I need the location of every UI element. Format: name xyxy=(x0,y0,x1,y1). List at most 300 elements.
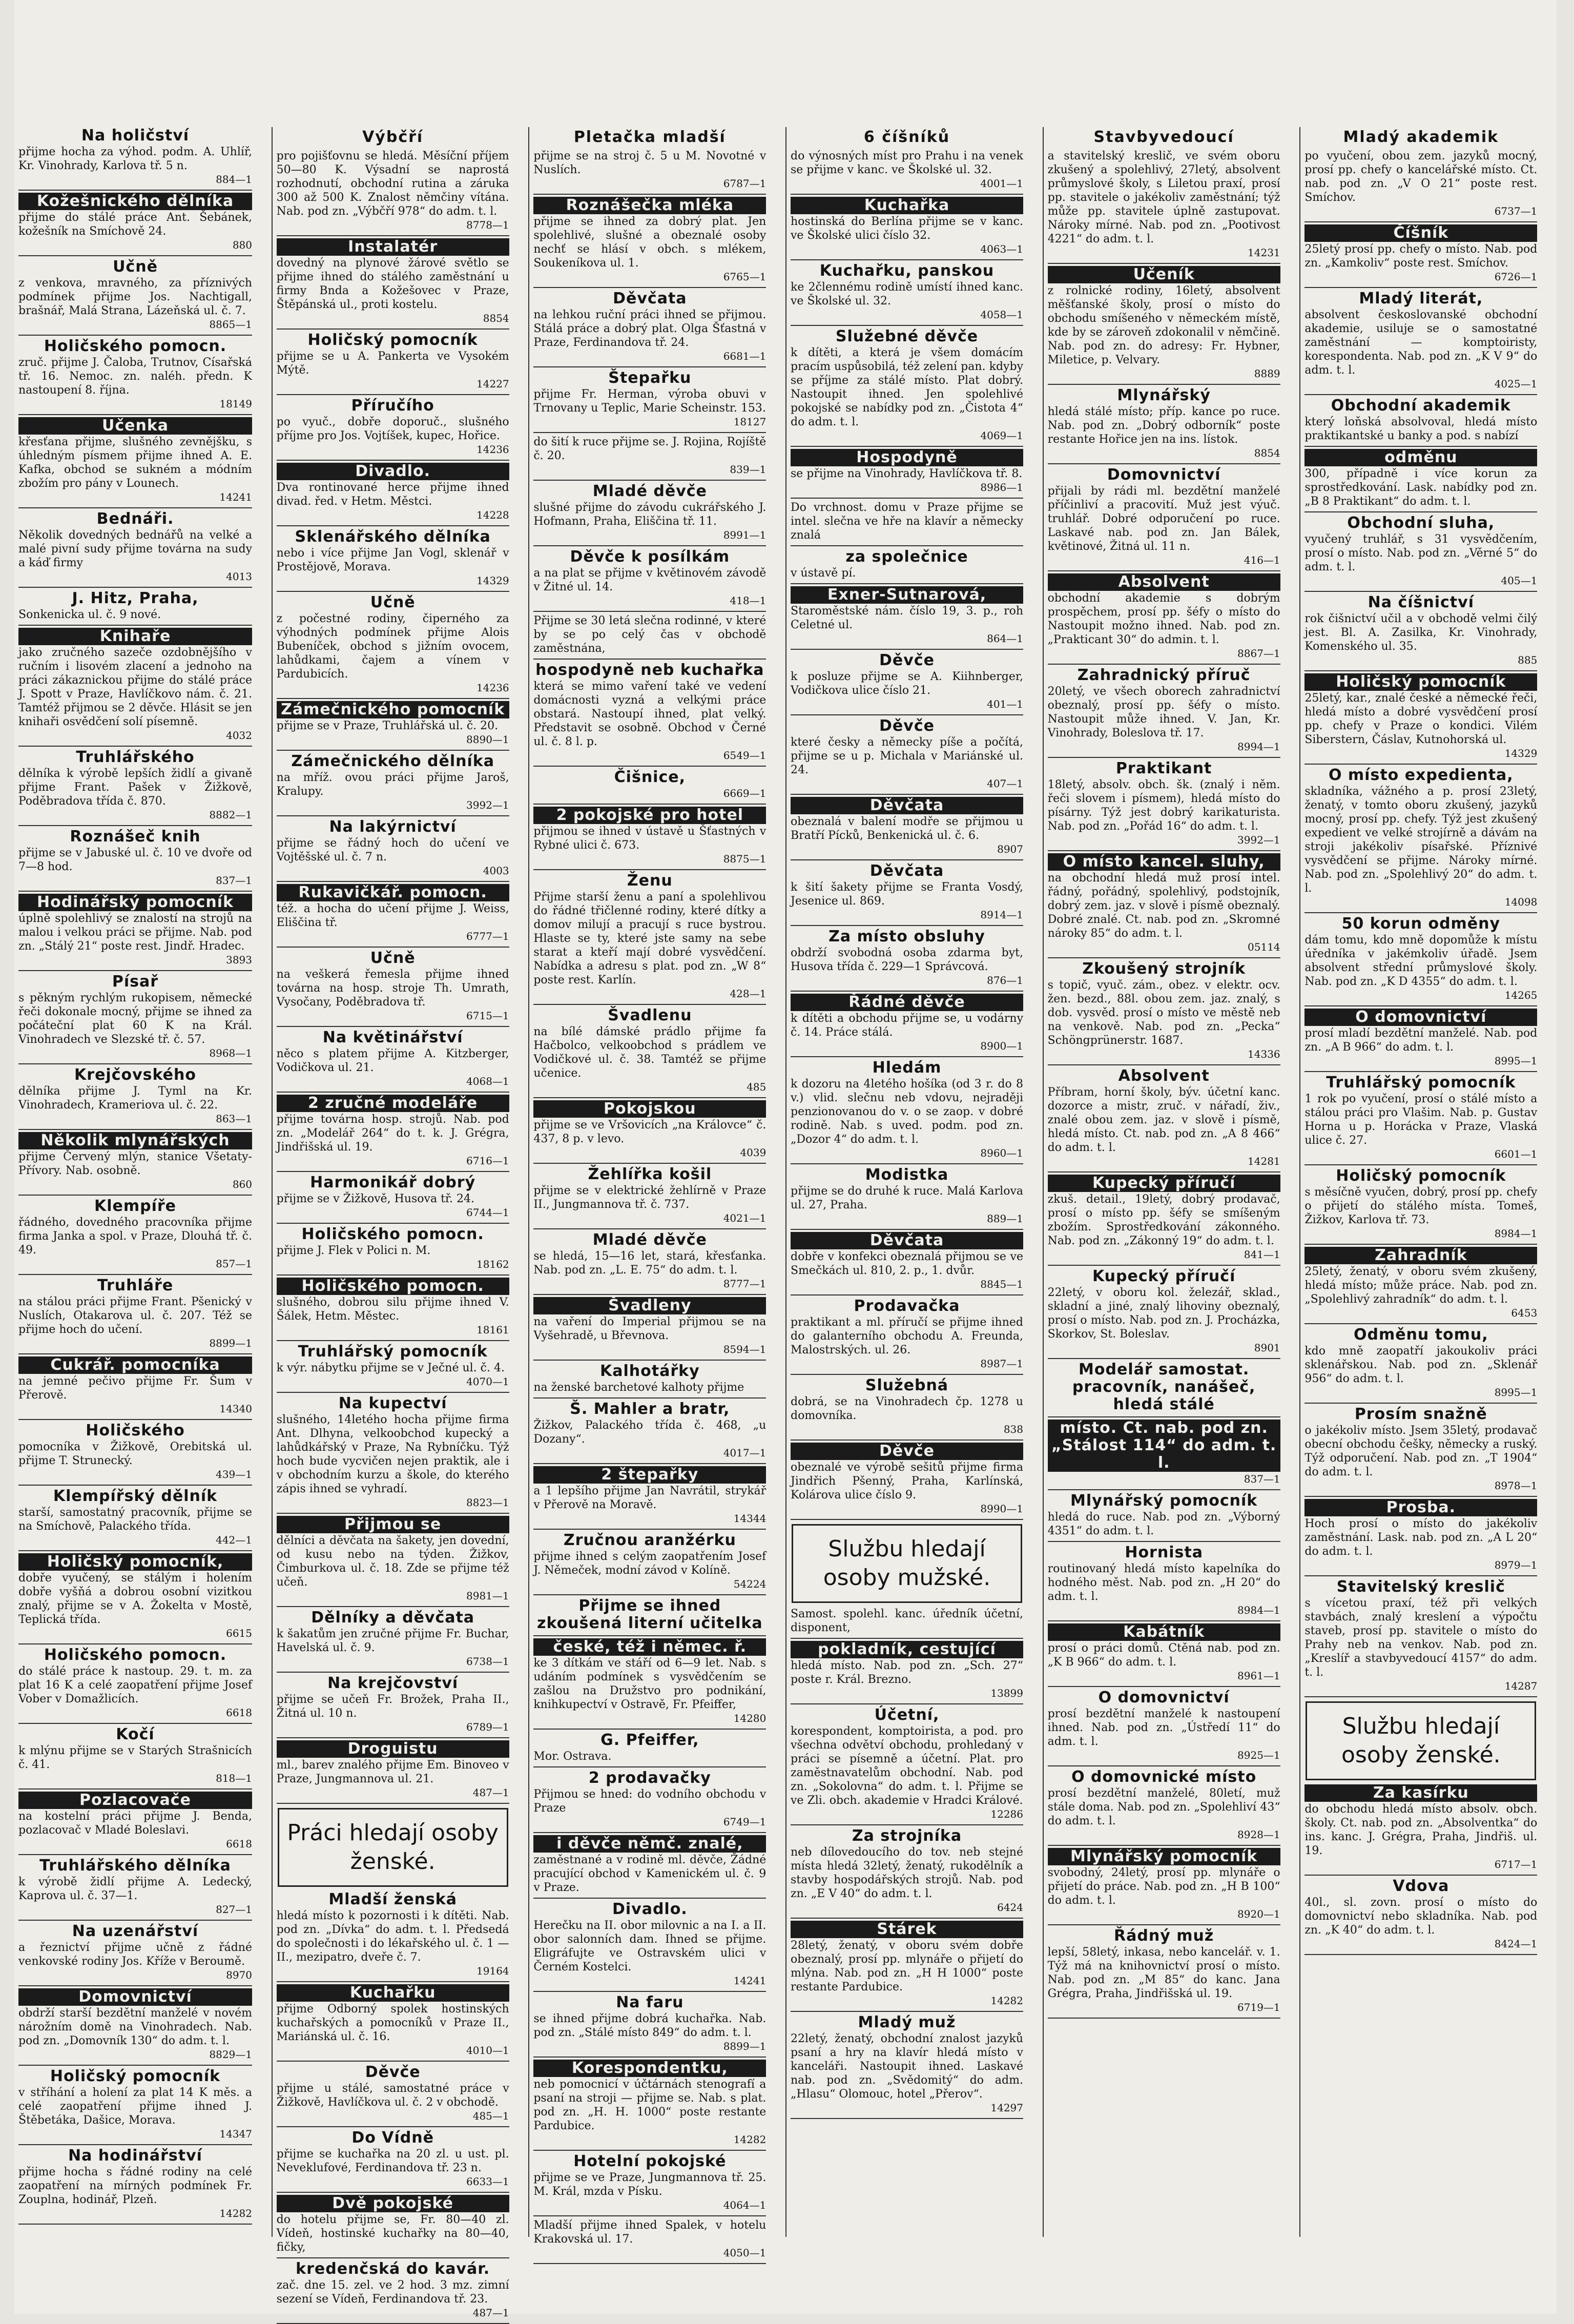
classified-ad xyxy=(1048,1544,1280,1617)
classified-ad xyxy=(1048,667,1280,754)
ad-body: prosí mladí bezdětní manželé. Nab. pod zn. „A B 966“ do adm. t. l. xyxy=(1304,1027,1538,1054)
ad-number: 8970 xyxy=(226,1969,252,1981)
ad-number: 8990—1 xyxy=(980,1503,1023,1515)
ad-body: k dítěti a obchodu přijme se, u vodárny č. 14. Práce stálá. xyxy=(791,1012,1023,1039)
ad-divider xyxy=(1304,446,1537,447)
ad-number: 8994—1 xyxy=(1237,741,1280,753)
ad-title: Mladé děvče xyxy=(592,482,707,500)
ad-divider xyxy=(1048,664,1280,665)
ad-divider xyxy=(533,366,766,367)
ad-body: zruč. přijme J. Čaloba, Trutnov, Císařská tř. 16. Nemoc. zn. naléh. předn. K nastoupení 8. října. xyxy=(18,356,252,397)
ad-title: 50 korun odměny xyxy=(1341,915,1501,933)
column-heading: Mladý akademik xyxy=(1343,128,1499,146)
classified-ad xyxy=(277,1278,509,1337)
ad-title: Praktikant xyxy=(1115,759,1212,777)
ad-number: 14265 xyxy=(1504,989,1538,1001)
ad-number: 8889 xyxy=(1254,367,1280,380)
column-heading: Pletačka mladší xyxy=(573,128,726,146)
ad-title: Instalatér xyxy=(277,238,509,256)
ad-title: Truhlářského xyxy=(76,748,195,766)
ad-title: Žehlířka košil xyxy=(588,1165,712,1183)
ad-body: se přijme na Vinohrady, Havlíčkova tř. 8. xyxy=(791,467,1023,480)
ad-body: zaměstnané a v rodině ml. děvče, Žádné pracující obchod v Kamenickém ul. č. 9 v Praze. xyxy=(533,1854,767,1894)
ad-body: obeznalá v balení modře se přijmou u Bratří Pícků, Benkenická ul. č. 6. xyxy=(791,815,1023,842)
ad-body: hledá místo. Nab. pod zn. „Sch. 27“ poste r. Král. Brezno. xyxy=(791,1659,1023,1686)
ad-divider xyxy=(277,1171,509,1172)
classified-ad xyxy=(18,1647,252,1720)
ad-number: 6726—1 xyxy=(1494,271,1538,283)
classified-ad xyxy=(791,197,1023,256)
ad-number: 14231 xyxy=(1248,246,1280,259)
ad-number: 14329 xyxy=(477,574,509,587)
ad-title: Modistka xyxy=(865,1166,949,1184)
classified-ad xyxy=(1304,915,1537,1002)
ad-title: Kočí xyxy=(116,1725,155,1743)
ad-divider xyxy=(1304,287,1537,288)
ad-number: 876—1 xyxy=(987,974,1023,986)
ad-number: 860 xyxy=(232,1178,252,1190)
ad-title: O domovnické místo xyxy=(1071,1768,1257,1786)
ad-body: 40l., sl. zovn. prosí o místo do domovnictví nebo skladníka. Nab. pod zn. „K 40“ do adm. t. l. xyxy=(1304,1896,1538,1937)
classified-ad xyxy=(1048,387,1280,460)
ad-title: Děvčata xyxy=(613,290,687,307)
ad-number: 4025—1 xyxy=(1494,378,1538,390)
ad-divider xyxy=(1304,1005,1537,1006)
ad-title: Děvče k posílkám xyxy=(570,548,730,566)
ad-body: 25letý prosí pp. chefy o místo. Nab. pod zn. „Kamkoliv“ poste rest. Smíchov. xyxy=(1304,243,1538,270)
ad-number: 485 xyxy=(747,1081,767,1093)
ad-divider xyxy=(1048,1765,1280,1766)
classified-ad xyxy=(791,928,1023,988)
classified-ad xyxy=(791,1921,1023,2008)
ad-title: Kuchařka xyxy=(791,197,1023,214)
ad-divider xyxy=(277,1026,509,1027)
ad-number: 6453 xyxy=(1511,1307,1538,1319)
ad-title: Za strojníka xyxy=(852,1827,962,1845)
ad-title: O místo kancel. sluhy, xyxy=(1048,853,1280,871)
ad-divider xyxy=(1048,570,1280,571)
classified-ad xyxy=(533,872,766,1001)
ad-body: k dozoru na 4letého hošíka (od 3 r. do 8 v.) vlid. slečnu neb vdovu, nejraději penzionovanou do v. o se zaop. v dobré rodině. Nab. s uved. podm. pod zn. „Dozor 4“ do adm. t. l. xyxy=(791,1078,1023,1146)
classified-ad xyxy=(18,127,252,187)
ad-body: dám tomu, kdo mně dopomůže k místu úředníka v jakémkoliv úřadě. Jsem absolvent střední průmyslové školy. Nab. pod zn. „K D 4355“ do adm. t. l. xyxy=(1304,934,1538,988)
ad-number: 14281 xyxy=(1248,1155,1280,1167)
classified-ad xyxy=(277,1740,509,1800)
ad-number: 4050—1 xyxy=(723,2247,767,2259)
ad-number: 8968—1 xyxy=(209,1047,252,1059)
ad-divider xyxy=(533,287,766,288)
ad-divider xyxy=(533,1898,766,1899)
ad-divider xyxy=(277,394,509,395)
column-5 xyxy=(1043,127,1285,2237)
ad-body: k šití šakety přijme se Franta Vosdý, Jesenice ul. 869. xyxy=(791,881,1023,908)
ad-number: 8995—1 xyxy=(1494,1386,1538,1398)
ad-body: se ihned přijme dobrá kuchařka. Nab. pod zn. „Stálé místo 849“ do adm. t. l. xyxy=(533,2012,767,2039)
ad-title: Na lakýrnictví xyxy=(329,818,457,836)
ad-divider xyxy=(533,2263,766,2264)
ad-title: Cukrář. pomocníka xyxy=(18,1356,252,1374)
ad-divider xyxy=(791,325,1023,326)
ad-divider xyxy=(533,2056,766,2058)
ad-body: do stálé práce k nastoup. 29. t. m. za plat 16 K a celé zaopatření přijme Josef Vober v Domažlicích. xyxy=(18,1665,252,1705)
ad-body: přijme se v elektrické žehlírně v Praze II., Jungmannova tř. č. 737. xyxy=(533,1184,767,1211)
ad-number: 6681—1 xyxy=(723,350,767,362)
ad-body: nebo i více přijme Jan Vogl, sklenář v Prostějově, Morava. xyxy=(276,547,509,573)
ad-title: Kalhotářky xyxy=(600,1362,700,1380)
ad-divider xyxy=(1048,757,1280,758)
ad-body: 25letý, kar., znalé české a německé řeči, hledá místo a dobré vysvědčení prosí pp. chefy v Praze o kondici. Vilém Siberstern, Čáslav, Kutnohorská ul. xyxy=(1304,692,1538,746)
ad-divider xyxy=(533,432,766,433)
ad-number: 8907 xyxy=(997,843,1023,855)
ad-divider xyxy=(533,766,766,767)
ad-divider xyxy=(1304,221,1537,222)
ad-divider xyxy=(533,1228,766,1229)
ad-number: 838 xyxy=(1003,1423,1023,1435)
ad-body: přijme se řádný hoch do učení ve Vojtěšské ul. č. 7 n. xyxy=(276,837,509,863)
classified-ad xyxy=(1304,1878,1537,1951)
classified-ad xyxy=(18,417,252,504)
ad-body: něco s platem přijme A. Kitzberger, Vodičkova ul. 21. xyxy=(276,1047,509,1074)
ad-body: přijme do stálé práce Ant. Šebánek, kožešník na Smíchově 24. xyxy=(18,211,252,238)
ad-divider xyxy=(18,1063,252,1064)
ad-title: Knihaře xyxy=(18,628,252,645)
ad-title: Prosím snažně xyxy=(1354,1405,1487,1423)
classified-ad xyxy=(533,662,766,763)
ad-number: 6716—1 xyxy=(466,1155,509,1167)
ad-divider xyxy=(1304,1323,1537,1324)
ad-divider xyxy=(791,446,1023,447)
ad-divider xyxy=(18,1195,252,1196)
ad-title: Děvče xyxy=(879,717,935,735)
ad-divider xyxy=(791,1824,1023,1825)
ad-number: 439—1 xyxy=(216,1468,252,1480)
ad-title: Mlynářský pomocník xyxy=(1048,1848,1280,1865)
ad-title: Roznášeč knih xyxy=(70,828,201,846)
classified-ad xyxy=(18,1923,252,1982)
ad-divider xyxy=(277,2192,509,2193)
ad-title: Za kasírku xyxy=(1304,1784,1537,1802)
ad-divider xyxy=(277,328,509,330)
ad-body: absolvent českoslovanské obchodní akademie, usiluje se o samostatné zaměstnání — komptoiristy, korespondenta. Nab. pod zn. „K V 9“ do adm. t. l. xyxy=(1304,309,1538,377)
classified-ad xyxy=(791,717,1023,791)
classified-ad xyxy=(533,1363,766,1394)
classified-ad xyxy=(1048,1361,1280,1413)
ad-number: 8424—1 xyxy=(1494,1938,1538,1950)
ad-body: dobře v konfekci obeznalá přijmou se ve Smečkách ul. 810, 2. p., 1. dvůr. xyxy=(791,1250,1023,1277)
ad-divider xyxy=(791,1918,1023,1919)
ad-divider xyxy=(791,714,1023,715)
ad-divider xyxy=(18,190,252,191)
ad-number: 8925—1 xyxy=(1237,1749,1280,1761)
classified-ad xyxy=(18,749,252,822)
ad-divider xyxy=(533,545,766,546)
column-heading: Výbčří xyxy=(362,128,424,146)
ad-title: Švadlenu xyxy=(608,1006,692,1024)
ad-title: Hospodyně xyxy=(791,449,1023,466)
ad-divider xyxy=(1304,670,1537,671)
ad-body: 22letý, ženatý, obchodní znalost jazyků psaní a hry na klavír hledá místo v kanceláři. Nastoupit ihned. Laskavé nab. pod zn. „Svědomitý“ do adm. „Hlasu“ Olomouc, hotel „Přerov“. xyxy=(791,2032,1023,2101)
ad-title: Mlynářský xyxy=(1117,386,1211,404)
ad-number: 405—1 xyxy=(1501,574,1538,587)
ad-body: přijme se v Jabuské ul. č. 10 ve dvoře od 7—8 hod. xyxy=(18,847,252,873)
ad-number: 14280 xyxy=(733,1712,767,1724)
ad-body: po vyučení, obou zem. jazyků mocný, prosí pp. chefy o kancelářské místo. Ct. nab. pod zn. „V O 21“ poste rest. Smíchov. xyxy=(1304,150,1538,204)
ad-divider xyxy=(791,991,1023,992)
ad-body: dělníka k výrobě lepších židlí a givaně přijme Frant. Pašek v Žižkově, Poděbradova třída č. 870. xyxy=(18,767,252,808)
classified-ad xyxy=(1048,573,1280,661)
ad-divider xyxy=(1304,1575,1537,1576)
ad-divider xyxy=(277,1340,509,1341)
ad-title: Holičský pomocník xyxy=(1304,673,1537,691)
ad-divider xyxy=(791,498,1023,499)
ad-body: lepší, 58letý, inkasa, nebo kancelář. v. 1. Týž má na knihovnictví prosí o místo. Nab. pod zn. „M 85“ do kanc. Jana Grégra, Praha, Jindřišská ul. 19. xyxy=(1047,1946,1280,2000)
ad-title: Švadleny xyxy=(533,1297,766,1314)
classified-ad xyxy=(791,262,1023,322)
ad-title: Zahradník xyxy=(1304,1247,1537,1264)
ad-divider xyxy=(1048,1686,1280,1687)
ad-number: 8901 xyxy=(1254,1342,1280,1354)
classified-ad xyxy=(533,1401,766,1460)
ad-body: prosí o práci domů. Ctěná nab. pod zn. „K B 966“ do adm. t. l. xyxy=(1047,1642,1280,1669)
ad-divider xyxy=(277,235,509,236)
ad-body: vyučený truhlář, s 31 vysvědčením, prosí o místo. Nab. pod zn. „Věrné 5“ do adm. t. l. xyxy=(1304,533,1538,573)
ad-number: 4013 xyxy=(226,570,252,583)
ad-number: 4003 xyxy=(483,865,509,877)
ad-body: přijme továrna hosp. strojů. Nab. pod zn. „Modelář 264“ do t. k. J. Grégra, Jindřišská ul. 19. xyxy=(276,1113,509,1154)
ad-divider xyxy=(1304,1496,1537,1497)
ad-number: 8986—1 xyxy=(980,481,1023,493)
ad-divider xyxy=(533,1729,766,1730)
ad-title: Účetní, xyxy=(874,1706,940,1724)
column-heading: Stavbyvedoucí xyxy=(1093,128,1234,146)
ad-divider xyxy=(18,1419,252,1420)
ad-body: s měsíčně vyučen, dobrý, prosí pp. chefy o přijetí do stálého místa. Tomeš, Žižkov, Karlova tř. 73. xyxy=(1304,1186,1538,1226)
ad-divider xyxy=(1048,1489,1280,1490)
classified-ad xyxy=(533,290,766,363)
ad-number: 4021—1 xyxy=(723,1212,767,1224)
ad-body: se hledá, 15—16 let, stará, křesťanka. Nab. pod zn. „L. E. 75“ do adm. t. l. xyxy=(533,1250,767,1277)
ad-body: k šakatům jen zručné přijme Fr. Buchar, Havelská ul. č. 9. xyxy=(276,1628,509,1654)
ad-divider xyxy=(277,1606,509,1607)
ad-body: Žižkov, Palackého třída č. 468, „u Dozany“. xyxy=(533,1419,767,1446)
ad-divider xyxy=(277,1981,509,1982)
ad-number: 4010—1 xyxy=(466,2044,509,2056)
classified-ad xyxy=(277,1029,509,1088)
ad-number: 8875—1 xyxy=(723,853,767,865)
ad-title: Učeník xyxy=(1048,266,1280,283)
classified-ad xyxy=(277,463,509,522)
ad-title: Stavitelský kreslič xyxy=(1336,1578,1505,1596)
ad-number: 485—1 xyxy=(472,2110,509,2122)
ad-title: Přijme se ihned zkoušená literní učitelka xyxy=(537,1597,763,1632)
ad-number: 13899 xyxy=(990,1687,1023,1699)
ad-number: 6737—1 xyxy=(1494,205,1538,217)
ad-title: Písař xyxy=(112,973,159,991)
classified-ad xyxy=(277,1891,509,1978)
ad-divider xyxy=(533,659,766,660)
ad-body: do výnosných míst pro Prahu i na venek se přijme v kanc. ve Školské ul. 32. xyxy=(791,150,1023,176)
classified-ad xyxy=(18,1726,252,1785)
classified-ad xyxy=(533,1770,766,1829)
ad-body: z venkova, mravného, za příznivých podmínek přijme Jos. Nachtigall, brašnář, Malá Strana, Lázeňská ul. č. 7. xyxy=(18,277,252,317)
ad-number: 6719—1 xyxy=(1237,2001,1280,2013)
ad-body: úplně spolehlivý se znalostí na strojů na malou i velkou práci se přijme. Nab. pod zn. „Stálý 21“ poste rest. Jindř. Hradec. xyxy=(18,912,252,953)
classified-ad xyxy=(1304,1247,1537,1320)
ad-title: J. Hitz, Praha, xyxy=(72,589,199,607)
ad-title: Několik mlynářských xyxy=(18,1132,252,1149)
ad-body: na ženské barchetové kalhoty přijme xyxy=(533,1381,744,1394)
ad-body: a 1 lepšího přijme Jan Navrátil, strykář v Přerově na Moravě. xyxy=(533,1485,767,1511)
ad-title: Krejčovského xyxy=(74,1066,196,1084)
ad-number: 8854 xyxy=(483,312,509,324)
classified-ad xyxy=(1048,149,1280,260)
ad-body: pomocníka v Žižkově, Orebitská ul. přijme T. Strunecký. xyxy=(18,1441,252,1467)
ad-divider xyxy=(277,1392,509,1393)
ad-number: 6789—1 xyxy=(466,1721,509,1733)
ad-title: Učenka xyxy=(18,417,252,435)
ad-number: 3893 xyxy=(226,954,252,966)
ad-title: Na hodinářství xyxy=(68,2147,202,2165)
classified-ad xyxy=(277,238,509,325)
ad-title: Holičského pomocn. xyxy=(301,1225,484,1243)
ad-divider xyxy=(533,1294,766,1295)
ad-divider xyxy=(277,460,509,461)
classified-ad xyxy=(533,483,766,542)
classified-ad xyxy=(277,753,509,812)
ad-divider xyxy=(18,1485,252,1486)
classified-ad xyxy=(533,614,766,655)
ad-body: hledá místo k pozornosti i k dítěti. Nab. pod zn. „Dívka“ do adm. t. l. Předsedá do společnosti i do lékařského ul. č. 1 — II., mezipatro, dveře č. 7. xyxy=(276,1909,509,1964)
classified-ad xyxy=(18,1857,252,1917)
ad-title: Mladý literát, xyxy=(1359,290,1483,307)
classified-ad xyxy=(277,1984,509,2058)
ad-body: Přijme se 30 letá slečna rodinné, v které by se po celý čas v obchodě zaměstnána, xyxy=(533,614,767,655)
classified-ad xyxy=(791,149,1023,191)
ad-number: 14228 xyxy=(477,509,509,521)
classified-ad xyxy=(277,950,509,1023)
ad-body: přijme Fr. Herman, výroba obuvi v Trnovany u Teplic, Marie Scheinstr. 153. xyxy=(533,388,767,415)
ad-divider xyxy=(1048,1064,1280,1065)
ad-number: 863—1 xyxy=(216,1113,252,1125)
ad-number: 837—1 xyxy=(1244,1473,1280,1485)
classified-ad xyxy=(1304,1499,1537,1572)
ad-divider xyxy=(533,1529,766,1530)
ad-body: Přijmou se hned: do vodního obchodu v Praze xyxy=(533,1788,767,1815)
ad-divider xyxy=(1304,912,1537,913)
classified-ad xyxy=(277,1095,509,1168)
ad-divider xyxy=(533,611,766,612)
ad-number: 6669—1 xyxy=(723,787,767,799)
ad-title: Učně xyxy=(113,258,158,276)
ad-body: o jakékoliv místo. Jsem 35letý, prodavač obecní obchodu češky, německy a ruský. Týž odporučení. Nab. pod zn. „T 1904“ do adm. t. l. xyxy=(1304,1424,1538,1478)
classified-ad xyxy=(1304,1784,1537,1871)
ad-body: obeznalé ve výrobě sešitů přijme firma Jindřich Pšenný, Praha, Karlínská, Kolárova ulice číslo 9. xyxy=(791,1461,1023,1502)
ad-title: kredenčská do kavár. xyxy=(296,2260,490,2278)
ad-divider xyxy=(18,1723,252,1724)
ad-divider xyxy=(1048,850,1280,851)
ad-number: 6633—1 xyxy=(466,2175,509,2188)
ad-divider xyxy=(277,1672,509,1673)
ad-title: Učně xyxy=(370,593,416,611)
ad-number: 8984—1 xyxy=(1494,1227,1538,1240)
ad-body: též. a hocha do učení přijme J. Weiss, Eliščina tř. xyxy=(276,902,509,929)
ad-title: Absolvent xyxy=(1118,1067,1210,1085)
ad-body: ke 2člennému rodině umístí ihned kanc. ve Školské ul. 32. xyxy=(791,281,1023,307)
ad-body: 1 rok po vyučení, prosí o stálé místo a stálou práci pro Vlašim. Nab. p. Gustav Horna u p. Horácka v Praze, Vlaská ulice č. 27. xyxy=(1304,1093,1538,1147)
newspaper-page xyxy=(14,0,1557,2319)
ad-number: 4017—1 xyxy=(723,1447,767,1459)
ad-body: kdo mně zaopatří jakoukoliv práci sklenářskou. Nab. pod zn. „Sklenář 956“ do adm. t. l. xyxy=(1304,1345,1538,1385)
ad-title: Sklenářského dělníka xyxy=(295,528,491,546)
ad-title: Děvče xyxy=(879,651,935,669)
ad-number: 6424 xyxy=(997,1901,1023,1914)
classified-ad xyxy=(277,2195,509,2254)
ad-number: 3992—1 xyxy=(1237,834,1280,846)
ad-title: Děvče xyxy=(365,2063,421,2081)
ad-body: přijali by rádi ml. bezdětní manželé příčinliví a pracovití. Muž jest výuč. truhlář. Dobré odporučení po ruce. Laskavé nab. pod zn. Jan Bálek, květinové, Žitná ul. 11 n. xyxy=(1047,485,1280,553)
classified-ad xyxy=(533,1901,766,1988)
ad-number: 8899—1 xyxy=(209,1337,252,1349)
ad-body: Do vrchnost. domu v Praze přijme se intel. slečna ve hře na klavír a německy znalá xyxy=(791,501,1023,542)
ad-divider xyxy=(791,794,1023,795)
ad-title: 2 pokojské pro hotel xyxy=(533,807,766,824)
ad-title: Kabátník xyxy=(1048,1623,1280,1641)
ad-title: Kožešnického dělníka xyxy=(18,193,252,210)
ad-title: Holičský pomocník xyxy=(1336,1167,1506,1185)
ad-title: Divadlo. xyxy=(612,1900,688,1918)
ad-divider xyxy=(18,414,252,415)
ad-title: Přijmou se xyxy=(277,1516,509,1533)
ad-number: 14282 xyxy=(990,1994,1023,2007)
classified-ad xyxy=(18,2147,252,2220)
ad-number: 4070—1 xyxy=(466,1375,509,1388)
ad-body: na kostelní práci přijme J. Benda, pozlacovač v Mladé Boleslavi. xyxy=(18,1810,252,1837)
ad-body: Několik dovedných bednářů na velké a malé pivní sudy přijme továrna na sudy a káď firmy xyxy=(18,529,252,569)
ad-title: Divadlo. xyxy=(277,463,509,480)
ad-body: pro pojišťovnu se hledá. Měsíční příjem 50—80 K. Výsadní se naprostá rozhodnutí, obchodní rutina a záruka 300 až 500 K. Znalost němčiny vítána. Nab. pod zn. „Výbčří 978“ do adm. t. l. xyxy=(276,150,509,218)
ad-divider xyxy=(277,698,509,699)
ad-number: 6601—1 xyxy=(1494,1148,1538,1160)
ad-title: Řádný muž xyxy=(1114,1927,1214,1945)
column-3 xyxy=(528,127,770,2259)
classified-ad xyxy=(1048,466,1280,567)
ad-number: 428—1 xyxy=(730,988,767,1000)
ad-number: 8778—1 xyxy=(466,219,509,231)
ad-body: hostinská do Berlína přijme se v kanc. ve Školské ulici číslo 32. xyxy=(791,215,1023,242)
classified-ad xyxy=(1048,853,1280,954)
ad-divider xyxy=(1048,1924,1280,1925)
ad-body: a na plat se přijme v květinovém závodě v Žitné ul. 14. xyxy=(533,567,767,593)
ad-divider xyxy=(18,335,252,336)
ad-number: 857—1 xyxy=(216,1258,252,1270)
ad-number: 14347 xyxy=(219,2128,252,2140)
ad-title: Bednáři. xyxy=(96,510,174,528)
classified-ad xyxy=(277,1609,509,1669)
ad-title: Na holičství xyxy=(81,127,190,145)
ad-divider xyxy=(791,1163,1023,1164)
ad-divider xyxy=(1048,263,1280,264)
classified-ad xyxy=(791,797,1023,856)
classified-ad xyxy=(791,548,1023,580)
ad-body: k výr. nábytku přijme se v Ječné ul. č. 4. xyxy=(276,1362,505,1374)
ad-divider xyxy=(533,1163,766,1164)
ad-number: 14227 xyxy=(477,378,509,390)
classified-ad xyxy=(1048,1623,1280,1683)
classified-ad xyxy=(277,1343,509,1389)
ad-title: Modelář samostat. pracovník, nanášeč, hledá stálé xyxy=(1072,1361,1256,1413)
ad-title: Truhláře xyxy=(97,1277,174,1294)
ad-body: přijme Odborný spolek hostinských kuchařských a pomocníků v Praze II., Mariánská ul. č. 16. xyxy=(276,2003,509,2043)
